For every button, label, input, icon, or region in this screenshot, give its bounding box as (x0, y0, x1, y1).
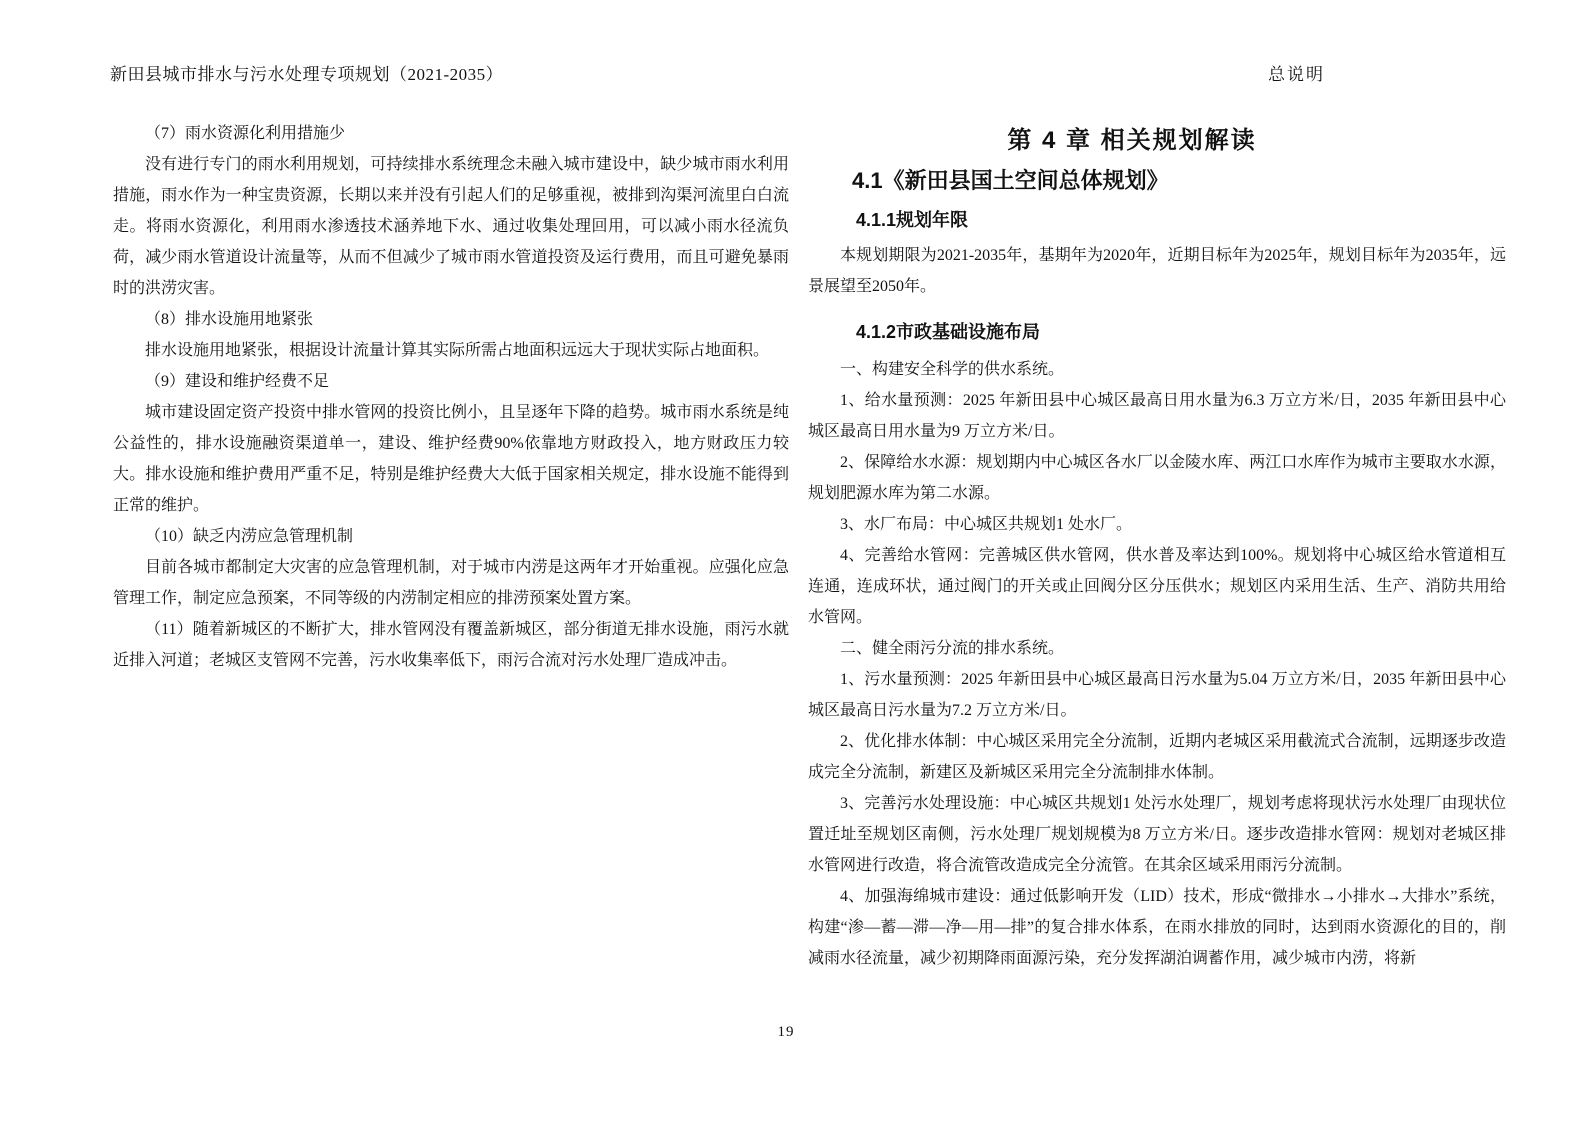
page-number: 19 (777, 1024, 795, 1040)
left-heading-10: （10）缺乏内涝应急管理机制 (145, 528, 354, 545)
left-text-column (113, 118, 789, 676)
subsection-title-4-1-2: 4.1.2市政基础设施布局 (856, 322, 1041, 342)
left-heading-7: （7）雨水资源化利用措施少 (145, 125, 346, 142)
header-section-label: 总说明 (1268, 65, 1325, 84)
drainage-item-4: 4、加强海绵城市建设：通过低影响开发（LID）技术，形成“微排水→小排水→大排水”系统，构建“渗—蓄—滞—净—用—排”的复合排水体系，在雨水排放的同时，达到雨水资源化的目的，削减雨水径流量，减少初期降雨面源污染，充分发挥湖泊调蓄作用，减少城市内涝，将新 (808, 888, 1506, 967)
left-paragraph-11: （11）随着新城区的不断扩大，排水管网没有覆盖新城区，部分街道无排水设施，雨污水就近排入河道；老城区支管网不完善，污水收集率低下，雨污合流对污水处理厂造成冲击。 (113, 621, 789, 669)
water-supply-item-3: 3、水厂布局：中心城区共规划1 处水厂。 (840, 516, 1133, 533)
right-text-column (808, 126, 1506, 974)
planning-period-paragraph: 本规划期限为2021-2035年，基期年为2020年，近期目标年为2025年，规划目标年为2035年，远景展望至2050年。 (808, 247, 1506, 295)
section-title-4-1: 4.1《新田县国土空间总体规划》 (852, 168, 1169, 193)
left-paragraph-8: 排水设施用地紧张，根据设计流量计算其实际所需占地面积远远大于现状实际占地面积。 (145, 342, 770, 359)
subsection-title-4-1-1: 4.1.1规划年限 (856, 210, 969, 230)
drainage-intro: 二、健全雨污分流的排水系统。 (840, 640, 1065, 657)
water-supply-item-4: 4、完善给水管网：完善城区供水管网，供水普及率达到100%。规划将中心城区给水管道相互连通，连成环状，通过阀门的开关或止回阀分区分压供水；规划区内采用生活、生产、消防共用给水管网。 (808, 547, 1506, 626)
header-document-title: 新田县城市排水与污水处理专项规划（2021-2035） (110, 65, 504, 84)
left-heading-9: （9）建设和维护经费不足 (145, 373, 330, 390)
drainage-item-2: 2、优化排水体制：中心城区采用完全分流制，近期内老城区采用截流式合流制，远期逐步改造成完全分流制，新建区及新城区采用完全分流制排水体制。 (808, 733, 1506, 781)
water-supply-item-1: 1、给水量预测：2025 年新田县中心城区最高日用水量为6.3 万立方米/日，2035 年新田县中心城区最高日用水量为9 万立方米/日。 (808, 392, 1506, 440)
water-supply-item-2: 2、保障给水水源：规划期内中心城区各水厂以金陵水库、两江口水库作为城市主要取水水源，规划肥源水库为第二水源。 (808, 454, 1506, 502)
water-supply-intro: 一、构建安全科学的供水系统。 (840, 361, 1065, 378)
left-paragraph-10: 目前各城市都制定大灾害的应急管理机制，对于城市内涝是这两年才开始重视。应强化应急管理工作，制定应急预案，不同等级的内涝制定相应的排涝预案处置方案。 (113, 559, 789, 607)
drainage-item-3: 3、完善污水处理设施：中心城区共规划1 处污水处理厂，规划考虑将现状污水处理厂由现状位置迁址至规划区南侧，污水处理厂规划规模为8 万立方米/日。逐步改造排水管网：规划对老城区排水管网进行改造，将合流管改造成完全分流管。在其余区域采用雨污分流制。 (808, 795, 1506, 874)
left-heading-8: （8）排水设施用地紧张 (145, 311, 314, 328)
drainage-item-1: 1、污水量预测：2025 年新田县中心城区最高日污水量为5.04 万立方米/日，2035 年新田县中心城区最高日污水量为7.2 万立方米/日。 (808, 671, 1506, 719)
left-paragraph-9: 城市建设固定资产投资中排水管网的投资比例小，且呈逐年下降的趋势。城市雨水系统是纯公益性的，排水设施融资渠道单一，建设、维护经费90%依靠地方财政投入，地方财政压力较大。排水设施和维护费用严重不足，特别是维护经费大大低于国家相关规定，排水设施不能得到正常的维护。 (113, 404, 789, 514)
left-paragraph-7: 没有进行专门的雨水利用规划，可持续排水系统理念未融入城市建设中，缺少城市雨水利用措施，雨水作为一种宝贵资源，长期以来并没有引起人们的足够重视，被排到沟渠河流里白白流走。将雨水资源化，利用雨水渗透技术涵养地下水、通过收集处理回用，可以减小雨水径流负荷，减少雨水管道设计流量等，从而不但减少了城市雨水管道投资及运行费用，而且可避免暴雨时的洪涝灾害。 (113, 156, 789, 297)
chapter-title: 第 4 章 相关规划解读 (1007, 127, 1257, 154)
